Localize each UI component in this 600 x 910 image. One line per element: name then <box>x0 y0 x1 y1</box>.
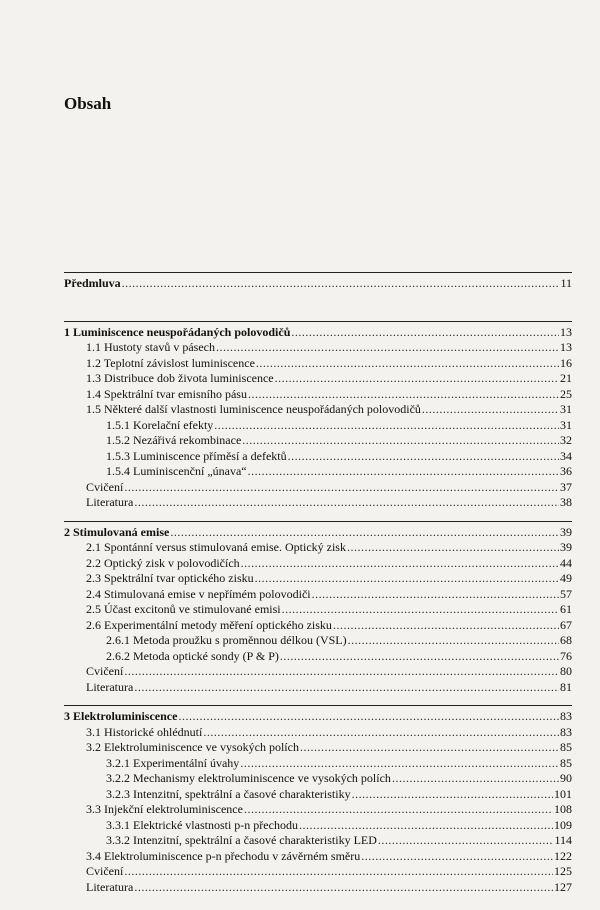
toc-entry-title: 1.5.2 Nezářivá rekombinace <box>106 433 242 447</box>
dot-leader <box>333 618 559 634</box>
toc-entry-title: 2.6.1 Metoda proužku s proměnnou délkou (VSL) <box>106 633 347 647</box>
dot-leader <box>275 371 559 387</box>
dot-leader <box>124 664 559 680</box>
dot-leader <box>422 402 559 418</box>
toc-entry-page: 68 <box>560 633 572 647</box>
toc-entry-title: Cvičení <box>86 864 124 878</box>
toc-entry-page: 13 <box>560 324 572 339</box>
toc-entry[interactable] <box>64 787 572 803</box>
toc-entry-title: 3.3 Injekční elektroluminiscence <box>86 802 243 816</box>
toc-entry[interactable] <box>64 402 572 418</box>
toc-entry-page: 37 <box>560 479 572 494</box>
dot-leader <box>214 418 559 434</box>
toc-entry-page: 108 <box>554 802 572 816</box>
toc-entry[interactable] <box>64 664 572 680</box>
toc-entry-page: 109 <box>554 817 572 832</box>
dot-leader <box>124 480 559 496</box>
toc-entry-title: 1.2 Teplotní závislost luminiscence <box>86 355 255 370</box>
dot-leader <box>240 756 559 772</box>
toc-entry-title: Literatura <box>86 679 134 694</box>
dot-leader <box>312 587 559 603</box>
toc-entry-page: 81 <box>560 679 572 694</box>
toc-entry-page: 13 <box>560 340 572 354</box>
dot-leader <box>256 356 559 372</box>
toc-entry-page: 38 <box>560 495 572 509</box>
dot-leader <box>291 325 559 341</box>
toc-entry-page: 31 <box>560 402 572 416</box>
toc-entry-page: 114 <box>554 833 572 847</box>
dot-leader <box>248 387 559 403</box>
toc-entry-title: Literatura <box>86 495 134 509</box>
toc-entry-page: 85 <box>560 755 572 770</box>
toc-entry-title: 3.3.1 Elektrické vlastnosti p-n přechodu <box>106 817 298 832</box>
dot-leader <box>280 649 559 665</box>
toc-entry[interactable] <box>64 449 572 465</box>
dot-leader <box>134 495 559 511</box>
dot-leader <box>352 787 553 803</box>
toc-entry-title: 2.6 Experimentální metody měření optického zisku <box>86 617 332 632</box>
toc-entry-page: 127 <box>554 879 572 894</box>
toc-entry-page: 125 <box>554 864 572 878</box>
toc-entry[interactable] <box>64 618 572 634</box>
dot-leader <box>282 602 559 618</box>
toc-entry-title: Cvičení <box>86 479 124 494</box>
toc-entry-title: 1.5.1 Korelační efekty <box>106 417 214 432</box>
toc-entry[interactable] <box>64 356 572 372</box>
toc-entry-title: 2.6.2 Metoda optické sondy (P & P) <box>106 648 279 663</box>
toc-entry[interactable] <box>64 387 572 403</box>
toc-entry-page: 21 <box>560 371 572 385</box>
toc-entry[interactable] <box>64 480 572 496</box>
toc-entry-title: 1.5 Některé další vlastnosti luminiscence neuspořádaných polovodičů <box>86 402 421 416</box>
toc-entry-page: 31 <box>560 417 572 432</box>
toc-entry[interactable] <box>64 633 572 649</box>
toc-entry-page: 44 <box>560 555 572 570</box>
toc-entry-title: Literatura <box>86 879 134 894</box>
divider <box>64 321 572 322</box>
toc-entry-page: 76 <box>560 648 572 663</box>
toc-entry[interactable] <box>64 464 572 480</box>
dot-leader <box>288 449 559 465</box>
toc-entry[interactable] <box>64 849 572 865</box>
dot-leader <box>361 849 553 865</box>
toc-entry[interactable] <box>64 602 572 618</box>
toc-entry[interactable] <box>64 540 572 556</box>
toc-entry[interactable] <box>64 756 572 772</box>
toc-entry-page: 67 <box>560 617 572 632</box>
toc-entry-title: 3.2 Elektroluminiscence ve vysokých polích <box>86 740 299 754</box>
toc-entry-page: 57 <box>560 586 572 601</box>
toc-entry[interactable] <box>64 371 572 387</box>
dot-leader <box>244 802 553 818</box>
dot-leader <box>134 680 559 696</box>
toc-entry-title: Cvičení <box>86 664 124 678</box>
toc-entry-page: 83 <box>560 724 572 739</box>
toc-entry-page: 39 <box>560 540 572 554</box>
dot-leader <box>300 740 559 756</box>
toc-entry-page: 16 <box>560 355 572 370</box>
dot-leader <box>134 880 553 896</box>
toc-entry[interactable] <box>64 433 572 449</box>
divider <box>64 521 572 522</box>
dot-leader <box>255 571 559 587</box>
table-of-contents <box>64 262 572 895</box>
dot-leader <box>178 709 559 725</box>
toc-entry-title: 1.4 Spektrální tvar emisního pásu <box>86 386 247 401</box>
toc-entry-title: 2.4 Stimulovaná emise v nepřímém polovodiči <box>86 586 311 601</box>
toc-entry-page: 80 <box>560 664 572 678</box>
toc-entry[interactable] <box>64 802 572 818</box>
toc-entry-page: 25 <box>560 386 572 401</box>
toc-entry[interactable] <box>64 649 572 665</box>
toc-entry-page: 34 <box>560 448 572 463</box>
toc-entry[interactable] <box>64 495 572 511</box>
dot-leader <box>248 464 559 480</box>
toc-entry-page: 11 <box>560 276 572 290</box>
toc-entry[interactable] <box>64 556 572 572</box>
toc-entry-page: 36 <box>560 464 572 478</box>
dot-leader <box>203 725 559 741</box>
dot-leader <box>122 276 560 292</box>
toc-entry-title: 1.1 Hustoty stavů v pásech <box>86 340 215 354</box>
toc-entry[interactable] <box>64 418 572 434</box>
toc-entry[interactable] <box>64 340 572 356</box>
toc-entry-page: 90 <box>560 771 572 785</box>
toc-entry-title: 2.5 Účast excitonů ve stimulované emisi <box>86 602 281 616</box>
toc-chapter-heading[interactable] <box>64 325 572 341</box>
toc-entry-title: 3 Elektroluminiscence <box>64 709 178 723</box>
toc-entry-title: Předmluva <box>64 276 121 290</box>
toc-entry-page: 83 <box>560 709 572 723</box>
toc-entry-title: 1.3 Distribuce dob života luminiscence <box>86 371 274 385</box>
toc-entry[interactable] <box>64 740 572 756</box>
toc-entry-title: 1 Luminiscence neuspořádaných polovodičů <box>64 324 291 339</box>
dot-leader <box>392 771 559 787</box>
toc-entry[interactable] <box>64 818 572 834</box>
divider <box>64 705 572 706</box>
toc-entry-title: 1.5.4 Luminiscenční „únava“ <box>106 464 247 478</box>
toc-entry-page: 122 <box>554 848 572 863</box>
toc-entry-title: 3.2.3 Intenzitní, spektrální a časové charakteristiky <box>106 786 351 801</box>
toc-entry[interactable] <box>64 571 572 587</box>
toc-entry[interactable] <box>64 864 572 880</box>
toc-entry[interactable] <box>64 771 572 787</box>
toc-entry-title: 3.4 Elektroluminiscence p-n přechodu v závěrném směru <box>86 848 361 863</box>
toc-entry-page: 61 <box>560 602 572 616</box>
toc-entry-title: 2.1 Spontánní versus stimulovaná emise. Optický zisk <box>86 540 346 554</box>
toc-entry-foreword[interactable] <box>64 276 572 292</box>
dot-leader <box>378 833 554 849</box>
toc-entry-title: 3.2.1 Experimentální úvahy <box>106 755 240 770</box>
toc-chapter-heading[interactable] <box>64 525 572 541</box>
dot-leader <box>348 633 559 649</box>
toc-entry-title: 2.2 Optický zisk v polovodičích <box>86 555 240 570</box>
toc-entry[interactable] <box>64 680 572 696</box>
toc-entry-page: 39 <box>560 524 572 539</box>
dot-leader <box>299 818 553 834</box>
dot-leader <box>170 525 559 541</box>
toc-entry-title: 3.1 Historické ohlédnutí <box>86 724 203 739</box>
toc-entry-page: 101 <box>554 786 572 801</box>
toc-entry-title: 1.5.3 Luminiscence příměsí a defektů <box>106 448 287 463</box>
chapter-list <box>64 321 572 896</box>
toc-chapter-heading[interactable] <box>64 709 572 725</box>
toc-entry[interactable] <box>64 880 572 896</box>
toc-entry-title: 2.3 Spektrální tvar optického zisku <box>86 571 254 585</box>
dot-leader <box>241 556 559 572</box>
toc-entry-page: 32 <box>560 433 572 447</box>
toc-entry[interactable] <box>64 725 572 741</box>
toc-entry-title: 3.2.2 Mechanismy elektroluminiscence ve vysokých polích <box>106 771 391 785</box>
toc-entry-page: 49 <box>560 571 572 585</box>
dot-leader <box>216 340 559 356</box>
toc-entry[interactable] <box>64 833 572 849</box>
divider <box>64 272 572 273</box>
page-title: Obsah <box>64 94 112 113</box>
toc-entry-title: 2 Stimulovaná emise <box>64 524 170 539</box>
dot-leader <box>242 433 559 449</box>
toc-entry-title: 3.3.2 Intenzitní, spektrální a časové charakteristiky LED <box>106 833 377 847</box>
toc-entry-page: 85 <box>560 740 572 754</box>
dot-leader <box>124 864 553 880</box>
toc-entry[interactable] <box>64 587 572 603</box>
dot-leader <box>347 540 559 556</box>
